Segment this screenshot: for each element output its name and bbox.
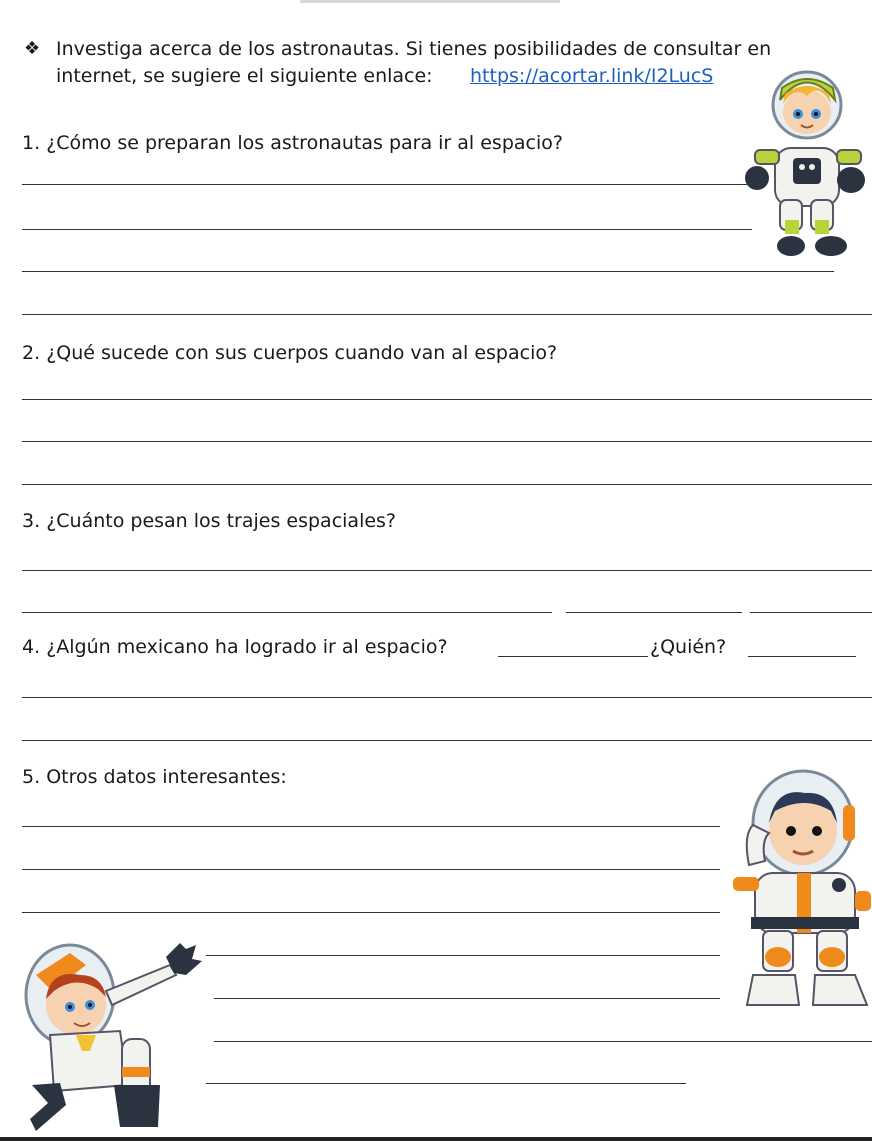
question-number: 3.: [22, 510, 41, 532]
question-1: [22, 131, 563, 155]
answer-line-5g[interactable]: [206, 1083, 686, 1084]
intro-line-1: Investiga acerca de los astronautas. Si tienes posibilidades de consultar en: [56, 38, 772, 60]
answer-line-5b[interactable]: [22, 869, 720, 870]
question-number: 4.: [22, 636, 41, 658]
astronaut-orange-saluting-illustration: [725, 765, 872, 1015]
bottom-edge-bar: [0, 1137, 872, 1141]
answer-line-4b[interactable]: [22, 740, 872, 741]
answer-line-3c[interactable]: [566, 612, 742, 613]
answer-line-5f[interactable]: [214, 1041, 872, 1042]
question-number: 1.: [22, 132, 41, 154]
answer-line-3b[interactable]: [22, 612, 552, 613]
answer-line-4a[interactable]: [22, 697, 872, 698]
answer-line-2b[interactable]: [22, 441, 872, 442]
question-4-followup: ¿Quién?: [650, 636, 727, 658]
question-5: [22, 765, 287, 789]
answer-line-1b[interactable]: [22, 229, 752, 230]
astronaut-waving-illustration: [10, 935, 210, 1135]
question-number: 2.: [22, 342, 41, 364]
intro-line-2: internet, se sugiere el siguiente enlace:: [56, 65, 433, 87]
answer-line-5e[interactable]: [214, 998, 720, 999]
answer-line-3d[interactable]: [750, 612, 872, 613]
question-text: Otros datos interesantes:: [46, 766, 287, 788]
answer-line-4-who[interactable]: [748, 656, 856, 657]
answer-line-4-inline[interactable]: [498, 656, 648, 657]
answer-line-3a[interactable]: [22, 570, 872, 571]
astronaut-green-illustration: [745, 70, 870, 265]
answer-line-1a[interactable]: [22, 184, 747, 185]
answer-line-5d[interactable]: [206, 955, 720, 956]
top-edge-strip: [300, 0, 560, 3]
bullet-diamond-icon: ❖: [24, 38, 41, 59]
question-text: ¿Cuánto pesan los trajes espaciales?: [46, 510, 397, 532]
answer-line-5c[interactable]: [22, 912, 720, 913]
question-text: ¿Algún mexicano ha logrado ir al espacio?: [46, 636, 448, 658]
answer-line-1c[interactable]: [22, 271, 834, 272]
question-2: [22, 341, 557, 365]
question-4: [22, 635, 448, 659]
answer-line-2a[interactable]: [22, 399, 872, 400]
answer-line-5a[interactable]: [22, 826, 720, 827]
question-3: [22, 509, 396, 533]
question-text: ¿Qué sucede con sus cuerpos cuando van al espacio?: [46, 342, 558, 364]
answer-line-2c[interactable]: [22, 484, 872, 485]
question-number: 5.: [22, 766, 41, 788]
resource-link[interactable]: https://acortar.link/I2LucS: [470, 65, 714, 87]
question-text: ¿Cómo se preparan los astronautas para ir al espacio?: [46, 132, 563, 154]
answer-line-1d[interactable]: [22, 314, 872, 315]
